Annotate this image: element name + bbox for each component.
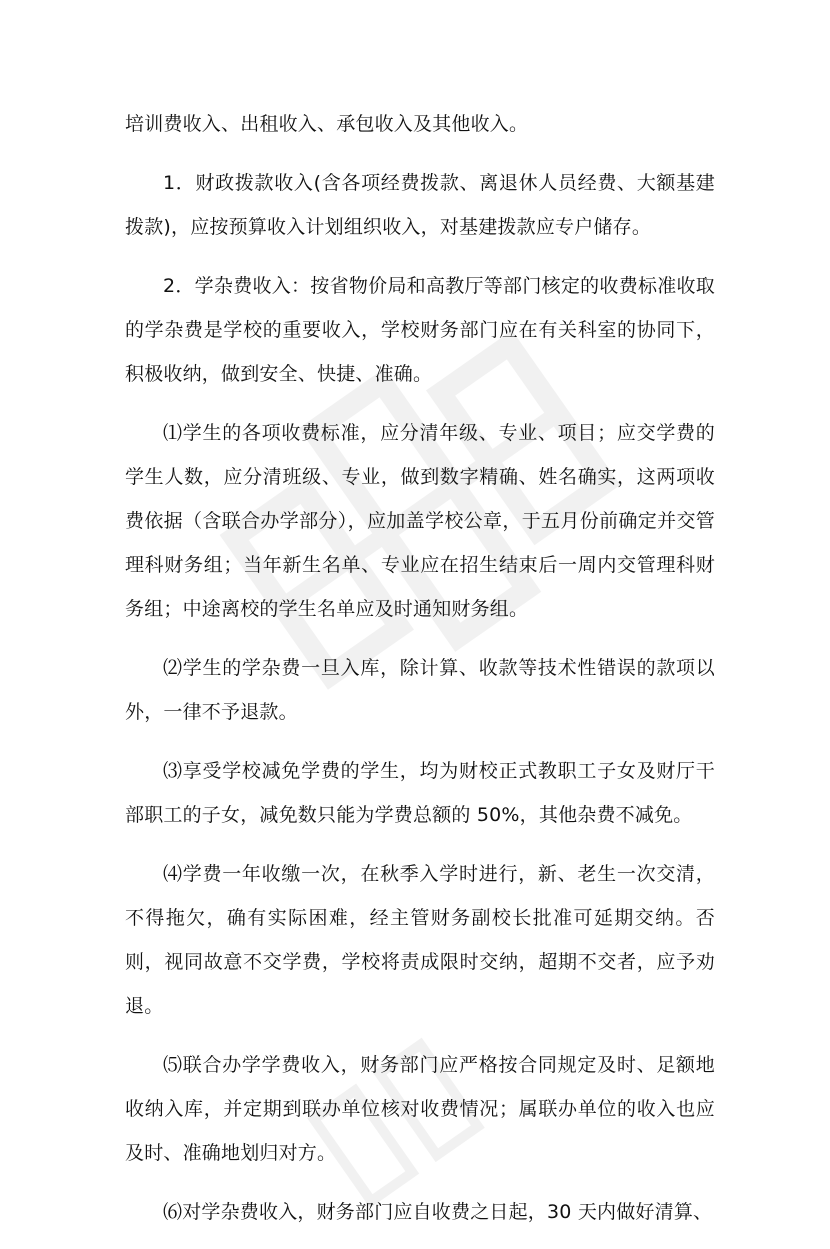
- paragraph: 1．财政拨款收入(含各项经费拨款、离退休人员经费、大额基建拨款)，应按预算收入计划组织收入，对基建拨款应专户储存。: [125, 172, 715, 238]
- paragraph: 培训费收入、出租收入、承包收入及其他收入。: [125, 113, 529, 135]
- paragraph: ⑶享受学校减免学费的学生，均为财校正式教职工子女及财厅干部职工的子女，减免数只能为学费总额的 50%，其他杂费不减免。: [125, 760, 715, 826]
- paragraph: 2．学杂费收入：按省物价局和高教厅等部门核定的收费标准收取的学杂费是学校的重要收入，学校财务部门应在有关科室的协同下，积极收纳，做到安全、快捷、准确。: [125, 275, 715, 385]
- paragraph: ⑹对学杂费收入，财务部门应自收费之日起，30 天内做好清算、: [163, 1201, 713, 1223]
- paragraph: ⑷学费一年收缴一次，在秋季入学时进行，新、老生一次交清，不得拖欠，确有实际困难，经主管财务副校长批准可延期交纳。否则，视同故意不交学费，学校将责成限时交纳，超期不交者，应予劝退。: [125, 863, 715, 1017]
- paragraph: ⑵学生的学杂费一旦入库，除计算、收款等技术性错误的款项以外，一律不予退款。: [125, 657, 715, 723]
- paragraph: ⑴学生的各项收费标准，应分清年级、专业、项目；应交学费的学生人数，应分清班级、专业，做到数字精确、姓名确实，这两项收费依据（含联合办学部分），应加盖学校公章，于五月份前确定并交管理科财务组；当年新生名单、专业应在招生结束后一周内交管理科财务组；中途离校的学生名单应及时通知财务组。: [125, 422, 715, 620]
- paragraph: ⑸联合办学学费收入，财务部门应严格按合同规定及时、足额地收纳入库，并定期到联办单位核对收费情况；属联办单位的收入也应及时、准确地划归对方。: [125, 1054, 715, 1164]
- document-body: [125, 102, 715, 1249]
